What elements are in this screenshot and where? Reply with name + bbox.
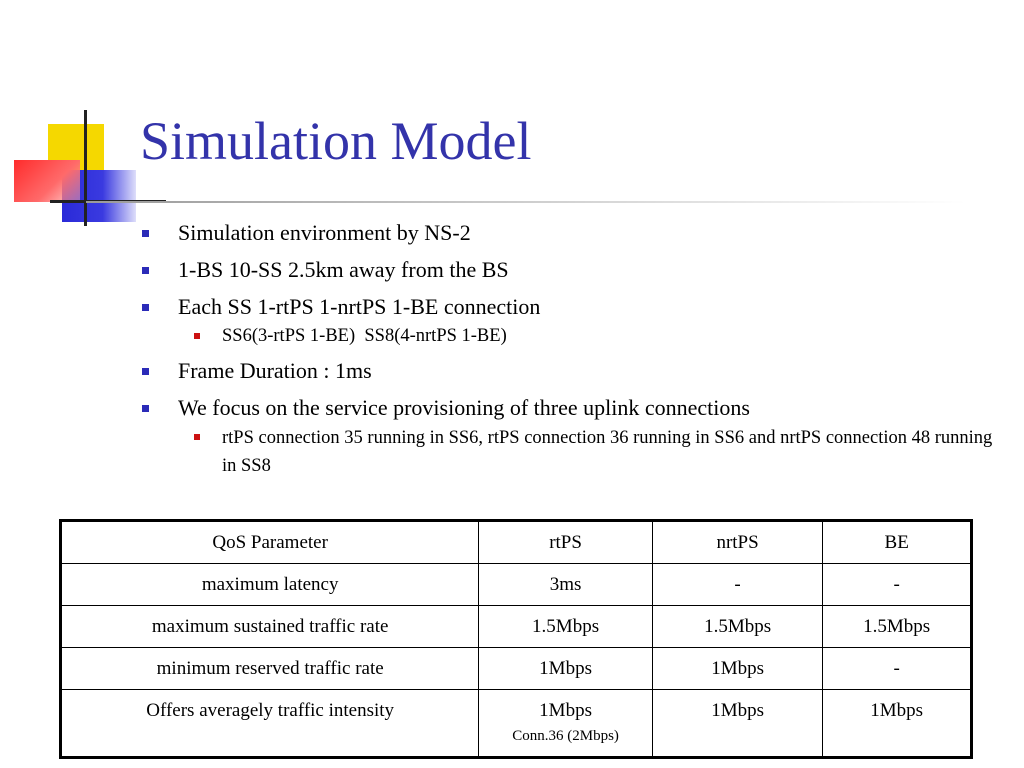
table-header-cell: rtPS xyxy=(479,521,653,564)
bullet-item xyxy=(140,257,1000,283)
bullet-item xyxy=(140,358,1000,384)
table-cell: - xyxy=(823,648,972,690)
bullet-marker-icon xyxy=(142,267,149,274)
sub-bullet-item xyxy=(184,323,1000,349)
table-row xyxy=(61,690,972,758)
table-cell: maximum latency xyxy=(61,564,479,606)
table-row xyxy=(61,606,972,648)
slide-title: Simulation Model xyxy=(140,111,532,171)
sub-bullet-marker-icon xyxy=(194,434,200,440)
table-cell: 1Mbps xyxy=(823,690,972,758)
sub-bullet-text: rtPS connection 35 running in SS6, rtPS connection 36 running in SS6 and nrtPS connection 48 running in SS8 xyxy=(222,428,993,476)
table-cell: 1.5Mbps xyxy=(823,606,972,648)
table-header-cell: nrtPS xyxy=(652,521,823,564)
bullet-text: Each SS 1-rtPS 1-nrtPS 1-BE connection xyxy=(178,294,541,319)
bullet-text: We focus on the service provisioning of three uplink connections xyxy=(178,395,750,420)
table-cell: 1Mbps xyxy=(652,648,823,690)
table-cell: - xyxy=(652,564,823,606)
bullet-text: Simulation environment by NS-2 xyxy=(178,220,471,245)
bullet-item xyxy=(140,395,1000,421)
bullet-item xyxy=(140,220,1000,246)
sub-bullet-marker-icon xyxy=(194,333,200,339)
bullet-marker-icon xyxy=(142,230,149,237)
title-underline xyxy=(86,201,966,203)
table-cell: Offers averagely traffic intensity xyxy=(61,690,479,758)
qos-parameter-table xyxy=(59,519,973,759)
table-header-cell: QoS Parameter xyxy=(61,521,479,564)
table-header-row xyxy=(61,521,972,564)
table-row xyxy=(61,564,972,606)
bullet-text: 1-BS 10-SS 2.5km away from the BS xyxy=(178,257,509,282)
table-cell: maximum sustained traffic rate xyxy=(61,606,479,648)
table-cell: 1Mbps xyxy=(652,690,823,758)
table-cell: 1.5Mbps xyxy=(479,606,653,648)
logo-vertical-line xyxy=(84,110,87,226)
table-cell: minimum reserved traffic rate xyxy=(61,648,479,690)
bullet-list xyxy=(140,220,1000,489)
bullet-marker-icon xyxy=(142,368,149,375)
table-cell xyxy=(479,690,653,758)
table-cell: - xyxy=(823,564,972,606)
table-cell-note: Conn.36 (2Mbps) xyxy=(512,728,619,744)
table-row xyxy=(61,648,972,690)
bullet-item xyxy=(140,294,1000,320)
table-header-cell: BE xyxy=(823,521,972,564)
bullet-text: Frame Duration : 1ms xyxy=(178,358,372,383)
logo-red-square xyxy=(14,160,80,202)
sub-bullet-item xyxy=(184,424,1000,480)
slide-logo-decoration xyxy=(0,0,160,240)
table-cell: 1.5Mbps xyxy=(652,606,823,648)
bullet-marker-icon xyxy=(142,304,149,311)
table-cell: 3ms xyxy=(479,564,653,606)
bullet-marker-icon xyxy=(142,405,149,412)
table-cell: 1Mbps xyxy=(479,648,653,690)
sub-bullet-text: SS6(3-rtPS 1-BE) SS8(4-nrtPS 1-BE) xyxy=(222,326,507,346)
table-cell-value: 1Mbps xyxy=(539,700,592,721)
